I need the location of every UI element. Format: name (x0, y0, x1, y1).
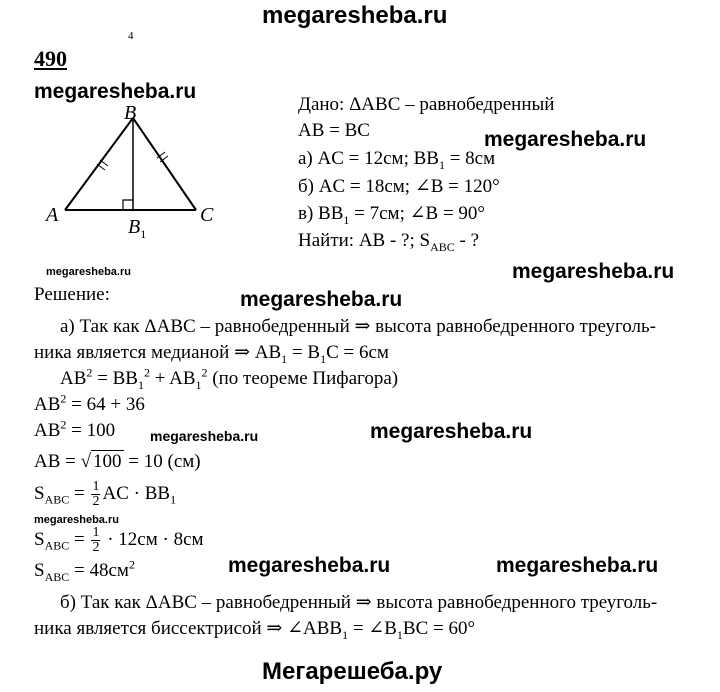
solution-b-line-2-mid: = ∠B (348, 618, 397, 639)
foot-label-sub: 1 (140, 227, 147, 241)
given-line-5-post: = 7см; ∠B = 90° (349, 203, 486, 224)
given-line-1: Дано: ΔABC – равнобедренный (298, 94, 555, 115)
equation-3-pre: AB = (34, 451, 81, 472)
fraction-half (91, 526, 100, 555)
given-line-5-text: в) BB (298, 203, 344, 224)
watermark: megaresheba.ru (228, 554, 391, 577)
tick-ab-1 (97, 164, 105, 170)
solution-b-line-2-post: BC = 60° (402, 618, 476, 639)
area-3-post: = 48см (69, 560, 129, 581)
fraction-numerator: 1 (92, 479, 100, 494)
solution-b-line-2-sub1: 1 (342, 627, 349, 642)
equation-1-pre: AB (34, 394, 61, 415)
given-line-6 (298, 230, 479, 252)
given-line-4: б) AC = 18см; ∠B = 120° (298, 176, 500, 197)
area-line-3 (34, 557, 135, 584)
area-2-post: · 12см · 8см (102, 528, 204, 550)
fraction-denominator: 2 (92, 494, 100, 509)
given-line-3-text: а) AC = 12см; BB (298, 148, 439, 169)
area-3-sup: 2 (128, 557, 135, 572)
area-3-sub: ABC (44, 569, 70, 584)
solution-a-line-2 (34, 342, 389, 364)
tick-ab-2 (100, 160, 108, 166)
watermark: megaresheba.ru (240, 288, 403, 311)
site-watermark-top: megaresheba.ru (262, 2, 448, 29)
right-angle-mark (123, 200, 133, 210)
equation-3-post: = 10 (см) (123, 451, 201, 472)
pythagoras-mid1: = BB (92, 368, 138, 389)
watermark: megaresheba.ru (34, 514, 119, 526)
vertex-label-b: B (124, 102, 137, 124)
foot-label-b1 (128, 216, 146, 239)
given-line-2: AB = BC (298, 120, 370, 141)
given-line-6-text: Найти: AB - ?; S (298, 230, 431, 251)
solution-a-line-2-mid: = B (287, 342, 321, 363)
side-ab (65, 118, 133, 210)
solution-a-line-2-text: ника является медианой ⇒ AB (34, 342, 282, 363)
area-2-s: S (34, 528, 45, 550)
solution-heading: Решение: (34, 284, 110, 305)
area-line-2 (34, 526, 204, 555)
area-1-post: AC · BB (102, 482, 171, 504)
vertex-label-c: C (200, 204, 214, 226)
solution-a-line-2-sub1: 1 (281, 351, 288, 366)
given-line-6-sub: ABC (430, 239, 455, 254)
pythagoras-sub1: 1 (137, 377, 144, 392)
given-line-5-sub: 1 (343, 212, 350, 227)
equation-1-sup: 2 (60, 391, 67, 406)
solution-a-line-1: а) Так как ΔABC – равнобедренный ⇒ высота равнобедренного треуголь- (60, 316, 657, 337)
given-line-3-post: = 8см (444, 148, 496, 169)
problem-number: 490 (34, 46, 67, 71)
site-watermark-footer: Мегарешеба.ру (262, 658, 443, 685)
solution-a-line-2-post: C = 6см (326, 342, 389, 363)
fraction-half (91, 480, 100, 509)
area-line-1 (34, 480, 176, 509)
pythagoras-sub2: 1 (195, 377, 202, 392)
equation-2-pre: AB (34, 420, 61, 441)
side-bc (133, 118, 196, 210)
area-3-s: S (34, 560, 45, 581)
equation-2-post: = 100 (66, 420, 116, 441)
pythagoras-sup1: 2 (86, 365, 93, 380)
pythagoras-post: (по теореме Пифагора) (207, 368, 399, 389)
equation-1 (34, 391, 145, 416)
given-line-5 (298, 203, 485, 225)
equation-1-post: = 64 + 36 (66, 394, 145, 415)
area-1-eq: = (69, 482, 90, 504)
pythagoras-sup3: 2 (201, 365, 208, 380)
watermark: megaresheba.ru (150, 428, 259, 444)
equation-2 (34, 417, 116, 442)
solution-b-line-2-text: ника является биссектрисой ⇒ ∠ABB (34, 618, 343, 639)
watermark: megaresheba.ru (46, 266, 131, 278)
foot-label-text: B (128, 216, 141, 238)
solution-a-line-2-sub2: 1 (320, 351, 327, 366)
fraction-numerator: 1 (92, 525, 100, 540)
watermark: megaresheba.ru (484, 128, 647, 151)
area-2-sub: ABC (44, 538, 70, 553)
fraction-denominator: 2 (92, 540, 100, 555)
watermark: megaresheba.ru (34, 80, 197, 103)
pythagoras-mid2: + AB (149, 368, 196, 389)
solution-b-line-2-sub2: 1 (396, 627, 403, 642)
pythagoras-line (60, 365, 399, 392)
pythagoras-pre: AB (60, 368, 87, 389)
equation-3: AB = √ 100 = 10 (см) (34, 451, 201, 472)
area-2-eq: = (69, 528, 90, 550)
watermark: megaresheba.ru (512, 260, 675, 283)
watermark: megaresheba.ru (370, 420, 533, 443)
solution-b-line-1: б) Так как ΔABC – равнобедренный ⇒ высота равнобедренного треуголь- (60, 592, 658, 613)
equation-2-sup: 2 (60, 417, 67, 432)
pythagoras-sup2: 2 (143, 365, 150, 380)
area-1-post-sub: 1 (170, 492, 177, 507)
given-line-3-sub: 1 (438, 157, 445, 172)
vertex-label-a: A (46, 204, 59, 226)
sqrt-radicand: 100 (93, 451, 122, 472)
area-1-s: S (34, 482, 45, 504)
watermark: megaresheba.ru (496, 554, 659, 577)
area-1-sub: ABC (44, 492, 70, 507)
page-mark: 4 (128, 30, 134, 42)
solution-b-line-2 (34, 618, 475, 640)
given-line-6-post: - ? (454, 230, 480, 251)
given-line-3 (298, 148, 495, 170)
